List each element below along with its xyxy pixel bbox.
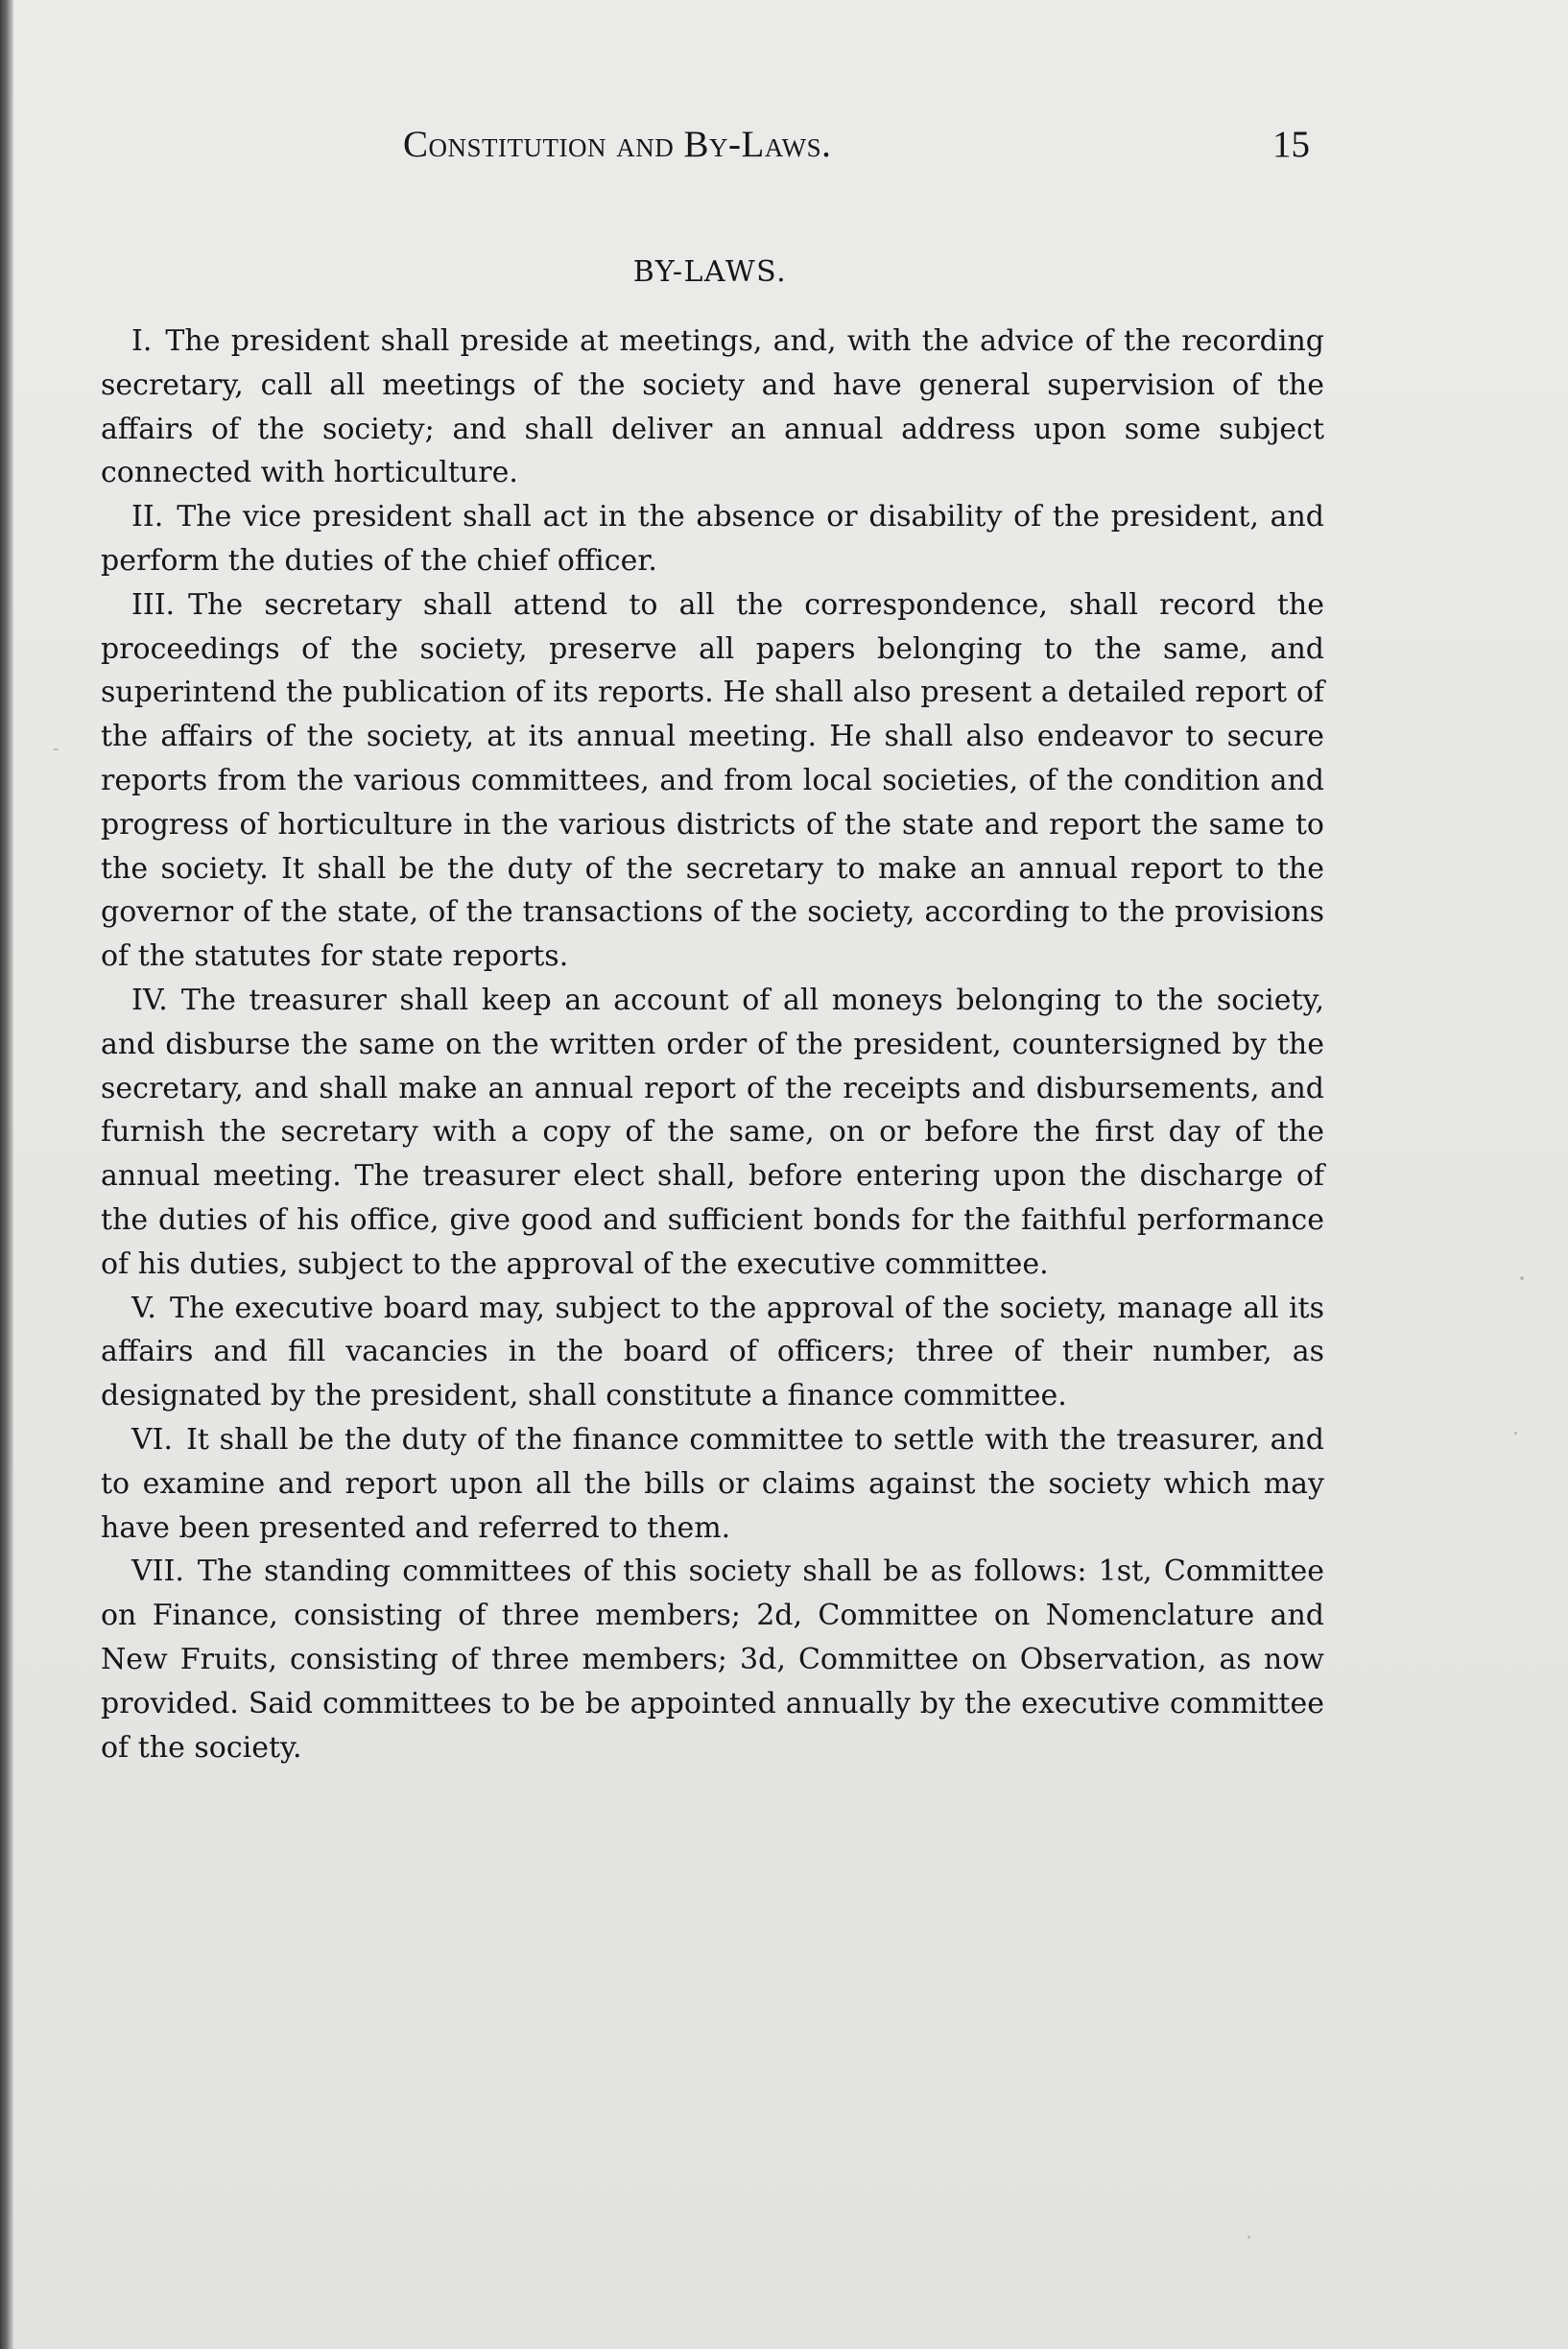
article-5 xyxy=(101,1287,1324,1418)
paper-speck xyxy=(1520,1276,1524,1280)
article-text: The president shall preside at meetings, and, with the advice of the recording secretary, call all meetings of the society and have general supervision of the affairs of the society; and shall deliver an annual address upon some subject connected with horticulture. xyxy=(101,324,1324,490)
paper-speck xyxy=(1514,1432,1517,1435)
article-text: The vice president shall act in the absence or disability of the president, and perform the duties of the chief officer. xyxy=(101,500,1324,578)
running-head: Constitution and By-Laws. xyxy=(403,124,832,165)
article-number: VI. xyxy=(131,1422,174,1457)
article-6 xyxy=(101,1418,1324,1550)
section-title: BY-LAWS. xyxy=(632,255,788,289)
book-spine-shadow xyxy=(0,0,13,2349)
article-number: V. xyxy=(131,1291,156,1325)
article-text: The secretary shall attend to all the correspondence, shall record the proceedings of the society, preserve all papers belonging to the same, and superintend the publication of its reports. He shall also present a detailed report of the affairs of the society, at its annual meeting. He shall also endeavor to secure reports from the various committees, and from local societies, of the condition and progress of horticulture in the various districts of the state and report the same to the society. It shall be the duty of the secretary to make an annual report to the governor of the state, of the transactions of the society, according to the provisions of the statutes for state reports. xyxy=(101,587,1324,974)
article-number: I. xyxy=(131,324,153,358)
article-text: The standing committees of this society shall be as follows: 1st, Committee on Finance, consisting of three members; 2d, Committee on Nomenclature and New Fruits, consisting of three members; 3d, Committee on Observation, as now provided. Said committees to be be appointed annually by the executive committee of the society. xyxy=(101,1554,1324,1765)
page-number: 15 xyxy=(1272,124,1310,165)
article-2 xyxy=(101,495,1324,583)
article-3 xyxy=(101,583,1324,979)
paper-speck xyxy=(53,748,59,750)
article-text: The treasurer shall keep an account of all moneys belonging to the society, and disburse the same on the written order of the president, countersigned by the secretary, and shall make an annual report of the receipts and disbursements, and furnish the secretary with a copy of the same, on or before the first day of the annual meeting. The treasurer elect shall, before entering upon the discharge of the duties of his office, give good and sufficient bonds for the faithful performance of his duties, subject to the approval of the executive committee. xyxy=(101,983,1324,1281)
article-number: II. xyxy=(131,500,164,534)
paper-speck xyxy=(1247,2236,1250,2239)
page-header xyxy=(101,123,1310,169)
article-text: It shall be the duty of the finance committee to settle with the treasurer, and to examine and report upon all the bills or claims against the society which may have been presented and referred to them. xyxy=(101,1422,1324,1545)
article-1 xyxy=(101,320,1324,495)
article-number: VII. xyxy=(131,1554,184,1589)
article-number: III. xyxy=(131,587,176,622)
article-text: The executive board may, subject to the approval of the society, manage all its affairs and fill vacancies in the board of officers; three of their number, as designated by the president, shall constitute a finance committee. xyxy=(101,1291,1324,1413)
bylaws-body xyxy=(101,320,1324,1769)
article-7 xyxy=(101,1550,1324,1769)
article-4 xyxy=(101,979,1324,1287)
article-number: IV. xyxy=(131,983,168,1017)
